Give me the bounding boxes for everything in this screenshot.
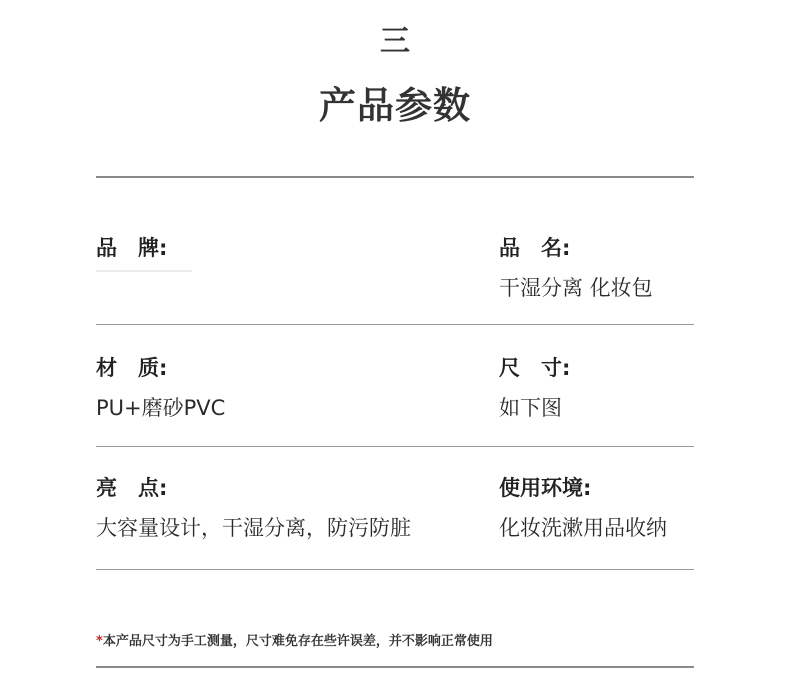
param-material-label: 材 质:	[96, 356, 168, 380]
param-size	[499, 354, 570, 422]
param-environment-label: 使用环境:	[499, 476, 592, 500]
param-highlights	[96, 474, 411, 542]
param-brand	[96, 234, 167, 274]
disclaimer-text: 本产品尺寸为手工测量，尺寸难免存在些许误差，并不影响正常使用	[102, 634, 493, 649]
divider-row-2	[96, 446, 694, 447]
param-environment	[499, 474, 667, 542]
param-product-name-value: 干湿分离 化妆包	[499, 276, 653, 300]
measurement-disclaimer	[96, 632, 493, 652]
param-material-value: PU+磨砂PVC	[96, 396, 226, 420]
param-highlights-value: 大容量设计，干湿分离，防污防脏	[96, 516, 411, 540]
param-size-value: 如下图	[499, 396, 562, 420]
param-highlights-label: 亮 点:	[96, 476, 168, 500]
divider-bottom	[96, 666, 694, 668]
disclaimer-star: *	[96, 634, 103, 649]
divider-row-1	[96, 324, 694, 325]
divider-top	[96, 176, 694, 178]
param-environment-value: 化妆洗漱用品收纳	[499, 516, 667, 540]
param-product-name	[499, 234, 653, 302]
divider-row-3	[96, 569, 694, 570]
param-material	[96, 354, 225, 422]
param-size-label: 尺 寸:	[499, 356, 571, 380]
section-number: 三	[380, 24, 410, 59]
page-title: 产品参数	[319, 84, 471, 127]
param-brand-label: 品 牌:	[96, 236, 168, 260]
brand-value-placeholder-mark	[96, 270, 192, 272]
param-product-name-label: 品 名:	[499, 236, 571, 260]
